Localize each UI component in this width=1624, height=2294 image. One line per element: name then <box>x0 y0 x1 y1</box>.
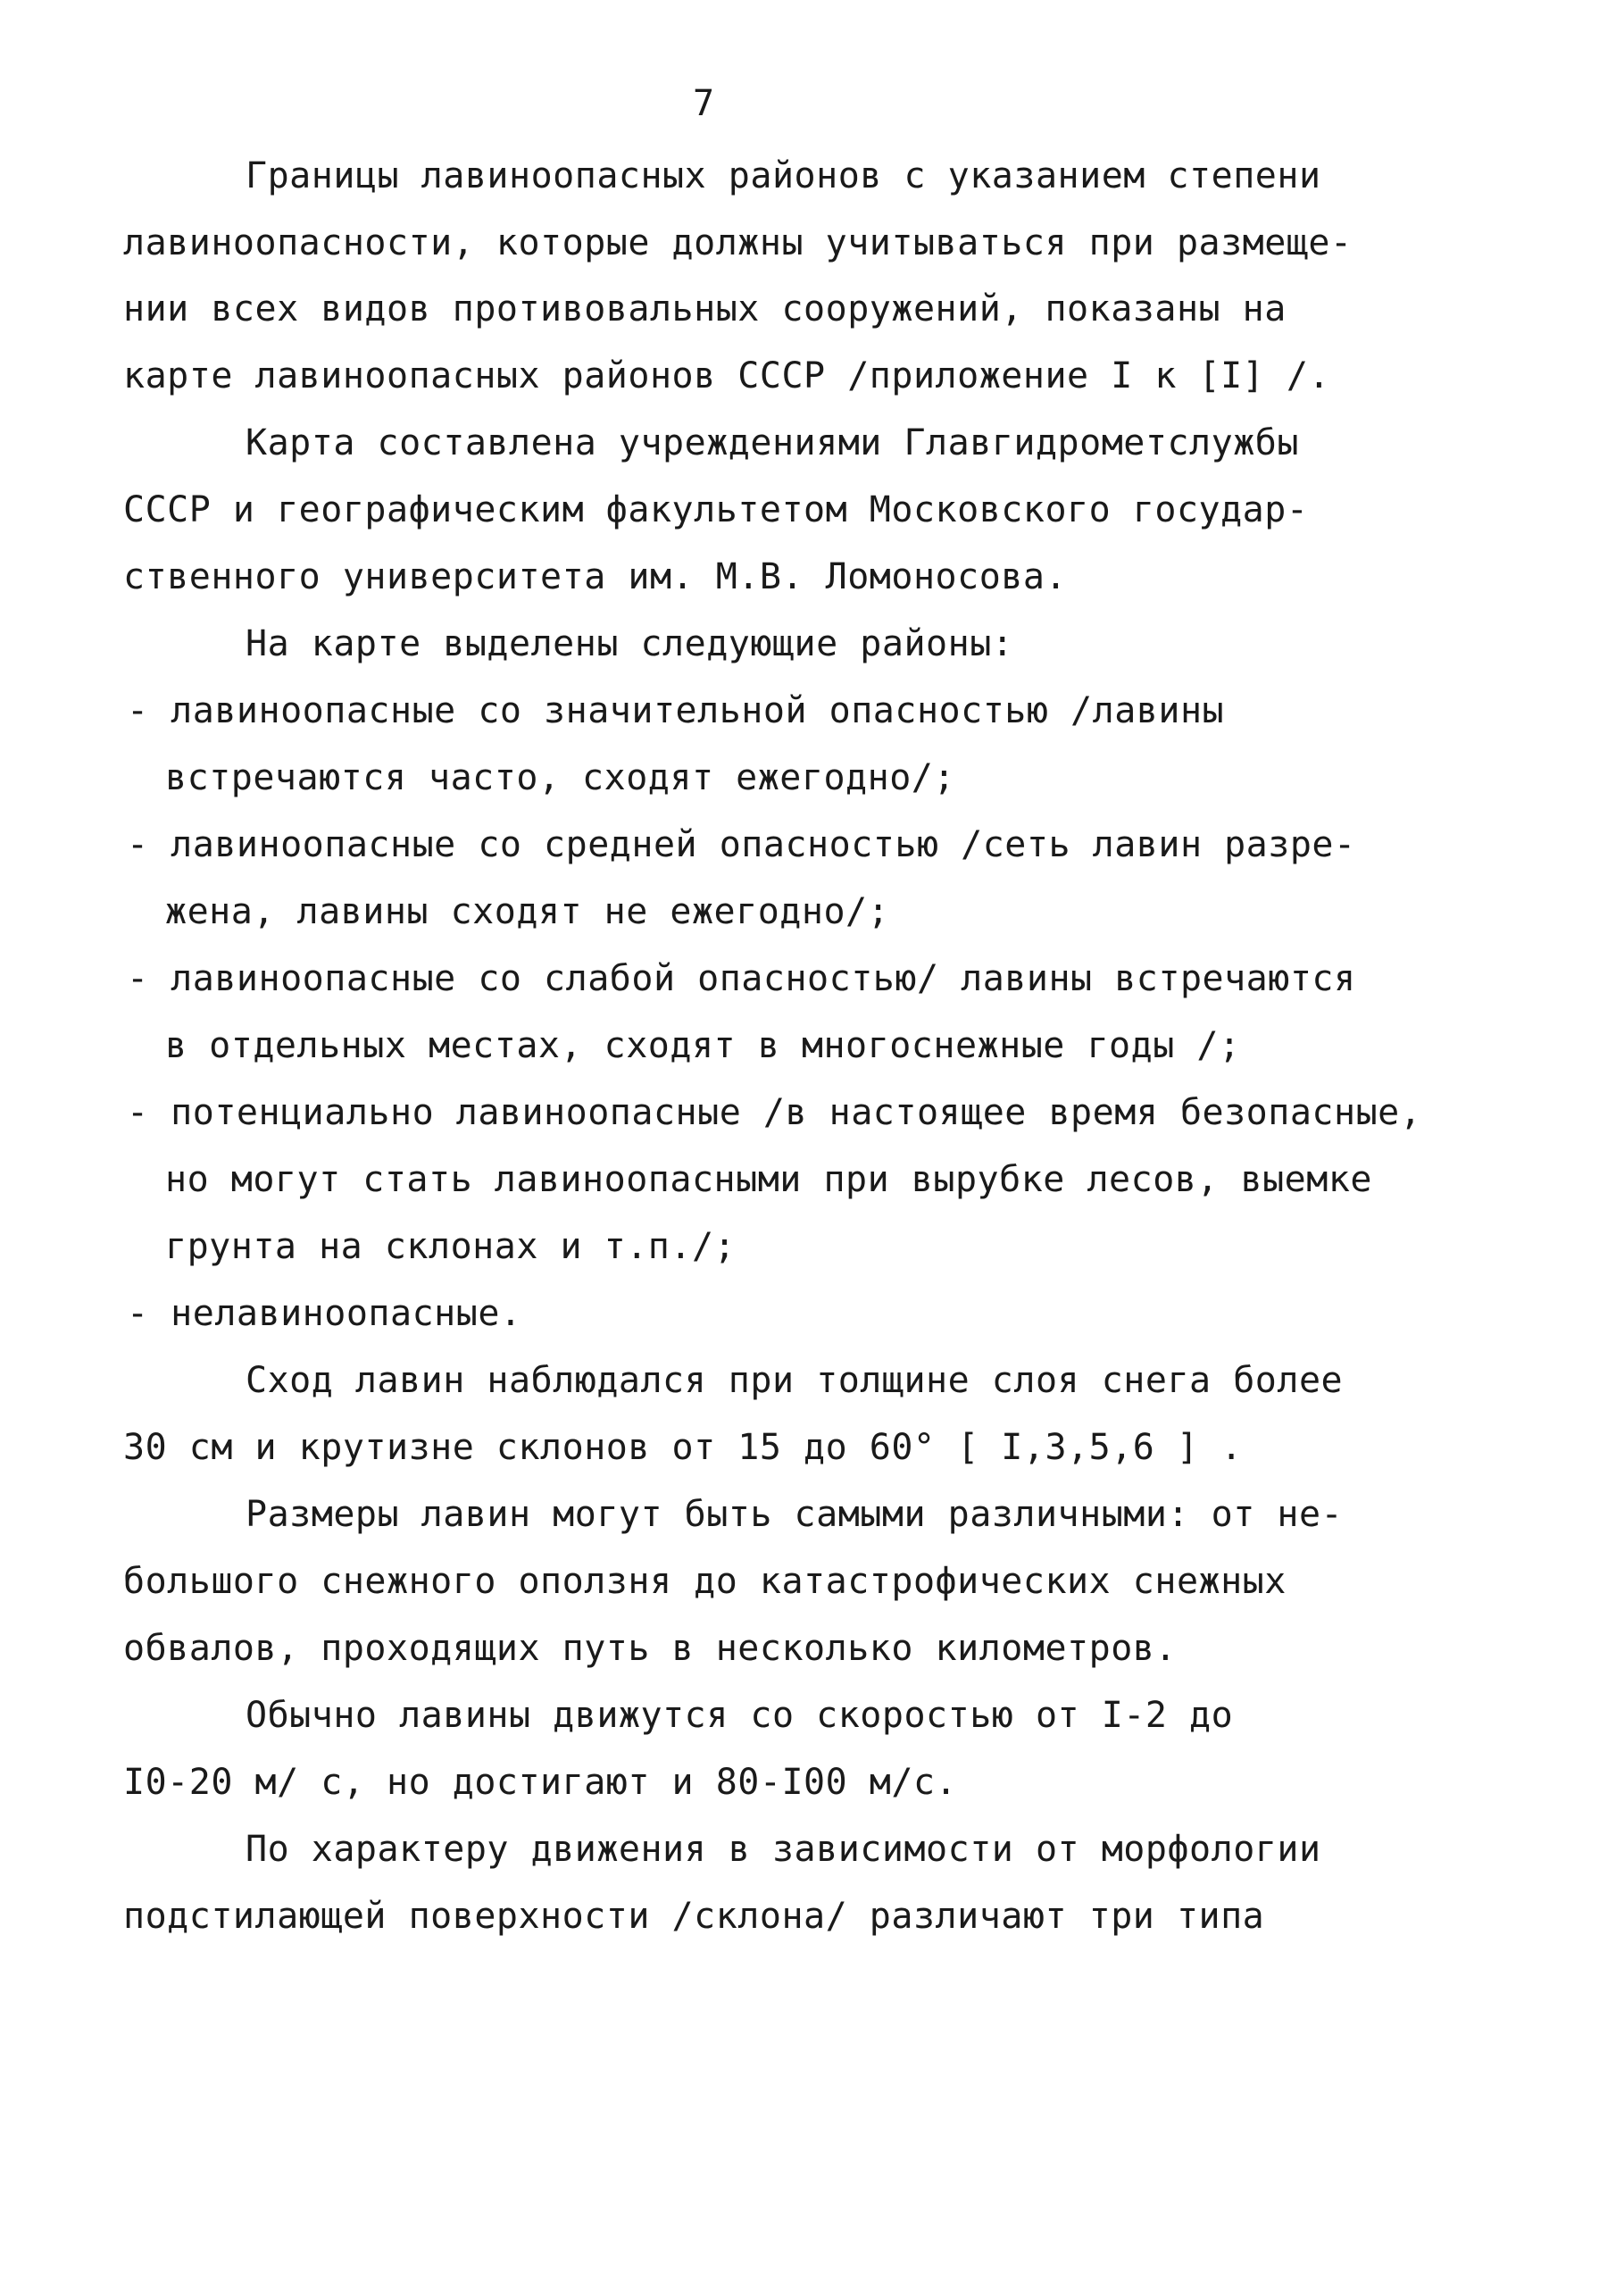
text-line: СССР и географическим факультетом Московского государ- <box>123 489 1309 530</box>
text-line: встречаются часто, сходят ежегодно/; <box>165 757 955 798</box>
text-line: Карта составлена учреждениями Главгидрометслужбы <box>246 422 1299 463</box>
text-line: На карте выделены следующие районы: <box>246 623 1014 664</box>
list-item: - лавиноопасные со средней опасностью /сеть лавин разре- <box>127 824 1356 865</box>
text-line: карте лавиноопасных районов СССР /приложение I к [I] /. <box>123 355 1331 396</box>
text-line: По характеру движения в зависимости от морфологии <box>246 1829 1321 1870</box>
text-line: обвалов, проходящих путь в несколько километров. <box>123 1628 1177 1669</box>
list-item: - лавиноопасные со значительной опасностью /лавины <box>127 690 1225 731</box>
text-line: нии всех видов противовальных сооружений, показаны на <box>123 288 1287 330</box>
list-item: - нелавиноопасные. <box>127 1293 522 1334</box>
text-line: грунта на склонах и т.п./; <box>165 1226 737 1267</box>
text-line: I0-20 м/ с, но достигают и 80-I00 м/с. <box>123 1762 958 1803</box>
text-line: Сход лавин наблюдался при толщине слоя снега более <box>246 1360 1344 1401</box>
page-number: 7 <box>693 83 715 124</box>
text-line: но могут стать лавиноопасными при вырубке лесов, выемке <box>165 1159 1373 1200</box>
list-item: - потенциально лавиноопасные /в настоящее время безопасные, <box>127 1092 1422 1133</box>
list-item: - лавиноопасные со слабой опасностью/ лавины встречаются <box>127 958 1356 999</box>
text-line: лавиноопасности, которые должны учитываться при размеще- <box>123 222 1353 263</box>
text-line: жена, лавины сходят не ежегодно/; <box>165 891 890 932</box>
text-line: Границы лавиноопасных районов с указанием степени <box>246 155 1321 196</box>
text-line: ственного университета им. М.В. Ломоносова. <box>123 556 1068 597</box>
text-line: 30 см и крутизне склонов от 15 до 60° [ I,3,5,6 ] . <box>123 1427 1243 1468</box>
text-line: подстилающей поверхности /склона/ различают три типа <box>123 1896 1265 1937</box>
text-line: Размеры лавин могут быть самыми различными: от не- <box>246 1494 1344 1535</box>
text-line: большого снежного оползня до катастрофических снежных <box>123 1561 1287 1602</box>
text-line: Обычно лавины движутся со скоростью от I-2 до <box>246 1695 1234 1736</box>
text-line: в отдельных местах, сходят в многоснежные годы /; <box>165 1025 1241 1066</box>
